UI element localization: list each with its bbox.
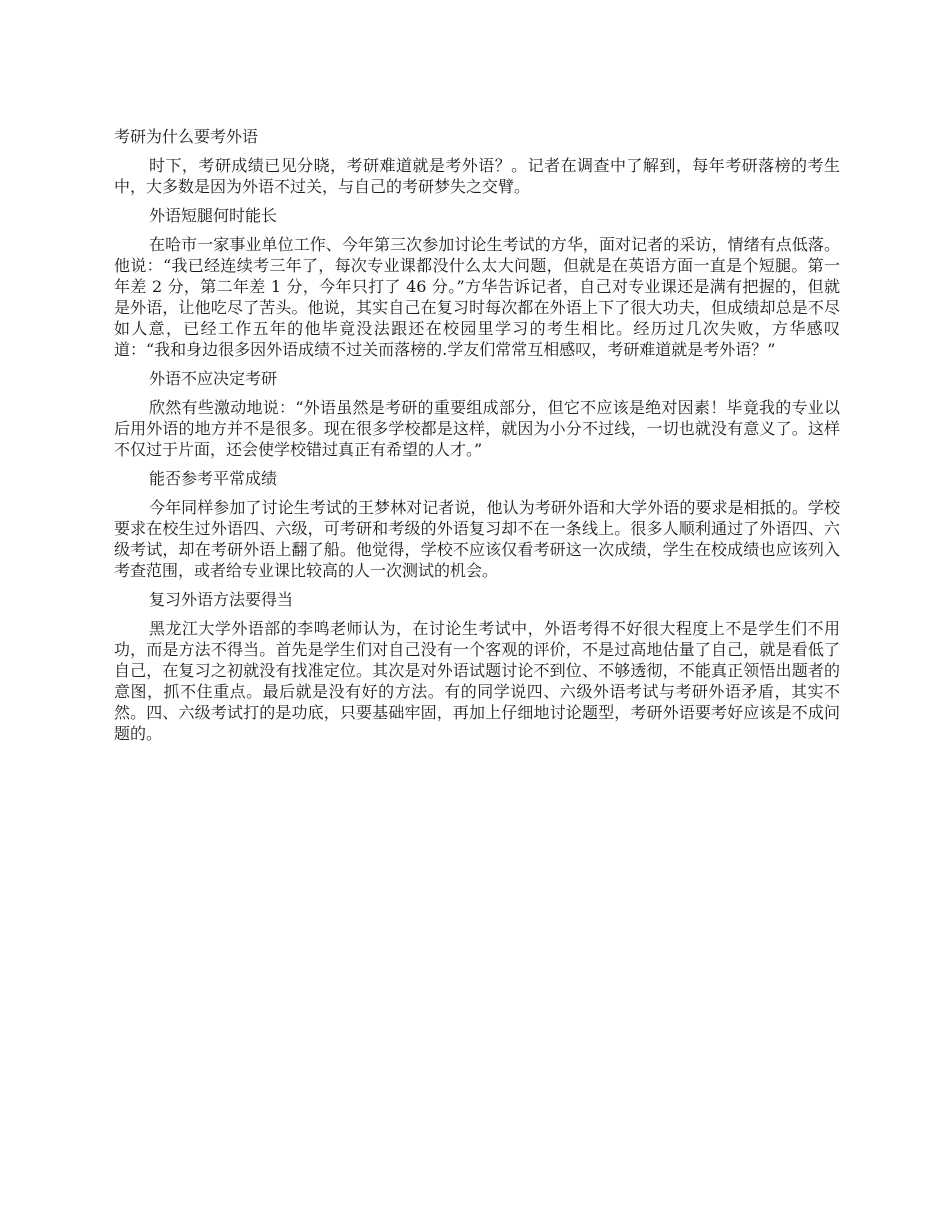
document-body — [114, 126, 840, 752]
section-paragraph: 欣然有些激动地说：“外语虽然是考研的重要组成部分，但它不应该是绝对因素！毕竟我的专业以后用外语的地方并不是很多。现在很多学校都是这样，就因为小分不过线，一切也就没有意义了。这样不仅过于片面，还会使学校错过真正有希望的人才。” — [114, 398, 840, 459]
section-paragraph: 今年同样参加了讨论生考试的王梦林对记者说，他认为考研外语和大学外语的要求是相抵的。学校要求在校生过外语四、六级，可考研和考级的外语复习却不在一条线上。很多人顺利通过了外语四、六级考试，却在考研外语上翻了船。他觉得，学校不应该仅看考研这一次成绩，学生在校成绩也应该列入考查范围，或者给专业课比较高的人一次测试的机会。 — [114, 498, 840, 580]
section-heading: 外语短腿何时能长 — [149, 206, 278, 225]
section-paragraph: 黑龙江大学外语部的李鸣老师认为，在讨论生考试中，外语考得不好很大程度上不是学生们不用功，而是方法不得当。首先是学生们对自己没有一个客观的评价，不是过高地估量了自己，就是看低了自己，在复习之初就没有找准定位。其次是对外语试题讨论不到位、不够透彻，不能真正领悟出题者的意图，抓不住重点。最后就是没有好的方法。有的同学说四、六级外语考试与考研外语矛盾，其实不然。四、六级考试打的是功底，只要基础牢固，再加上仔细地讨论题型，考研外语要考好应该是不成问题的。 — [114, 619, 840, 743]
section-heading: 外语不应决定考研 — [149, 369, 278, 388]
intro-paragraph: 时下，考研成绩已见分晓，考研难道就是考外语？。记者在调查中了解到，每年考研落榜的考生中，大多数是因为外语不过关，与自己的考研梦失之交臂。 — [114, 156, 840, 196]
section-heading: 能否参考平常成绩 — [149, 469, 278, 488]
document-title: 考研为什么要考外语 — [114, 127, 259, 146]
section-heading: 复习外语方法要得当 — [149, 590, 294, 609]
section-paragraph: 在哈市一家事业单位工作、今年第三次参加讨论生考试的方华，面对记者的采访，情绪有点低落。他说：“我已经连续考三年了，每次专业课都没什么太大问题，但就是在英语方面一直是个短腿。第一年差 2 分，第二年差 1 分，今年只打了 46 分。”方华告诉记者，自己对专业课还是满有把握的，但就是外语，让他吃尽了苦头。他说，其实自己在复习时每次都在外语上下了很大功夫，但成绩却总是不尽如人意，已经工作五年的他毕竟没法跟还在校园里学习的考生相比。经历过几次失败，方华感叹道：“我和身边很多因外语成绩不过关而落榜的.学友们常常互相感叹，考研难道就是考外语？” — [114, 235, 840, 359]
